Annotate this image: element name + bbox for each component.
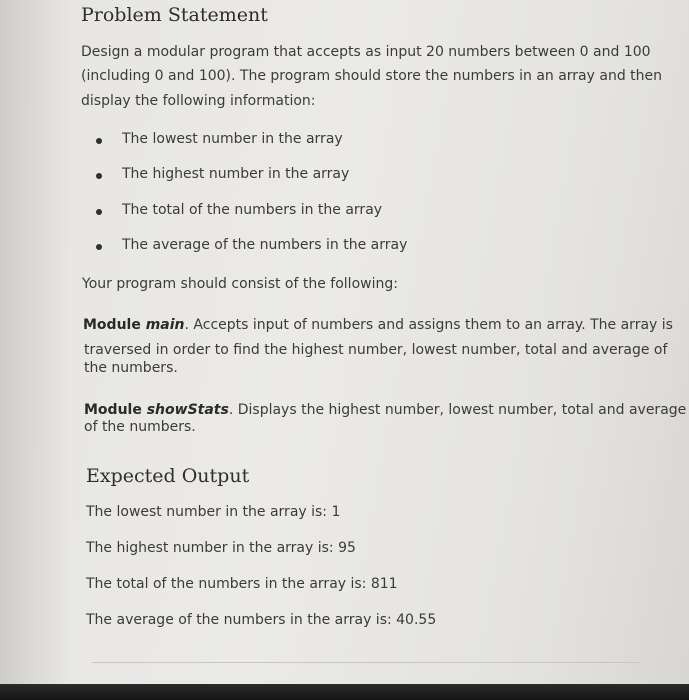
intro-line-2: (including 0 and 100). The program should store the numbers in an array and then bbox=[81, 68, 663, 84]
module-showstats-line-1 bbox=[84, 402, 686, 418]
bullet-item-highest: The highest number in the array bbox=[122, 166, 350, 182]
problem-statement-heading: Problem Statement bbox=[81, 4, 268, 26]
module-main-desc-1: . Accepts input of numbers and assigns them to an array. The array is bbox=[184, 317, 673, 333]
bottom-edge bbox=[0, 684, 689, 700]
bullet-item-average: The average of the numbers in the array bbox=[122, 237, 408, 253]
output-line-average: The average of the numbers in the array is: 40.55 bbox=[86, 612, 437, 628]
bullet-icon bbox=[96, 173, 102, 179]
bullet-item-lowest: The lowest number in the array bbox=[122, 131, 343, 147]
module-main-name: main bbox=[145, 317, 185, 333]
module-showstats-desc-1: . Displays the highest number, lowest number, total and average bbox=[228, 402, 687, 418]
consist-text: Your program should consist of the following: bbox=[82, 276, 398, 292]
module-showstats-line-2: of the numbers. bbox=[84, 419, 196, 435]
module-main-line-3: the numbers. bbox=[84, 360, 178, 376]
bullet-icon bbox=[96, 209, 102, 215]
output-line-lowest: The lowest number in the array is: 1 bbox=[86, 504, 341, 520]
output-line-highest: The highest number in the array is: 95 bbox=[86, 540, 356, 556]
intro-line-3: display the following information: bbox=[81, 93, 316, 109]
bullet-icon bbox=[96, 138, 102, 144]
expected-output-heading: Expected Output bbox=[86, 465, 250, 487]
divider bbox=[92, 662, 640, 663]
module-main-line-1 bbox=[83, 317, 673, 333]
intro-line-1: Design a modular program that accepts as input 20 numbers between 0 and 100 bbox=[81, 44, 651, 60]
module-main-line-2: traversed in order to find the highest number, lowest number, total and average of bbox=[84, 342, 668, 358]
bullet-item-total: The total of the numbers in the array bbox=[122, 202, 383, 218]
module-showstats-name: showStats bbox=[146, 402, 229, 418]
module-main-prefix: Module bbox=[83, 317, 146, 333]
module-showstats-prefix: Module bbox=[84, 402, 147, 418]
output-line-total: The total of the numbers in the array is: 811 bbox=[86, 576, 398, 592]
bullet-icon bbox=[96, 244, 102, 250]
